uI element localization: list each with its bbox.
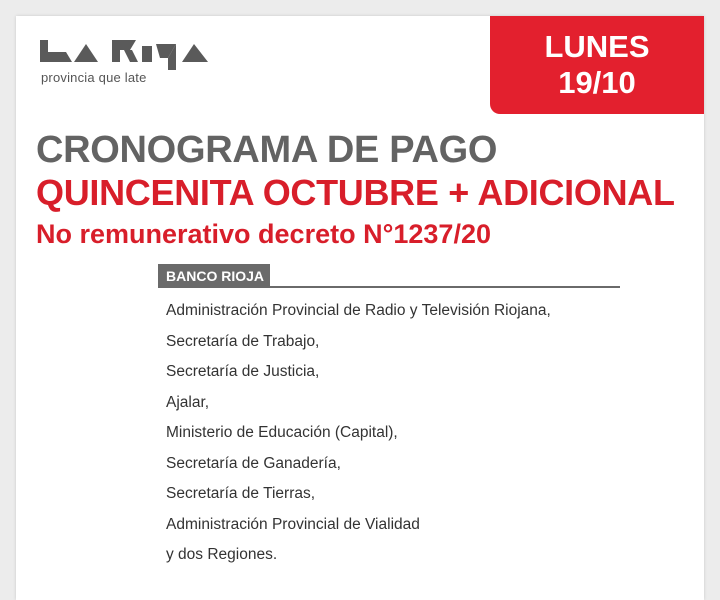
badge-date: 19/10 <box>558 65 636 100</box>
la-rioja-logo <box>40 38 220 100</box>
date-badge <box>490 16 704 114</box>
badge-day: LUNES <box>544 29 650 64</box>
list-item: Ajalar, <box>166 393 210 411</box>
payment-subtitle: QUINCENITA OCTUBRE + ADICIONAL <box>36 172 675 213</box>
list-item: Secretaría de Tierras, <box>166 485 316 502</box>
la-rioja-logo-icon <box>40 38 220 70</box>
list-item: Administración Provincial de Radio y Televisión Riojana, <box>166 302 551 319</box>
bank-section-header <box>158 264 620 288</box>
list-item: y dos Regiones. <box>166 546 278 563</box>
brand-tagline: provincia que late <box>41 70 147 85</box>
organization-list <box>166 296 686 571</box>
bank-label: BANCO RIOJA <box>158 264 270 288</box>
schedule-title: CRONOGRAMA DE PAGO <box>36 129 498 171</box>
payment-schedule-card <box>16 16 704 600</box>
bank-divider <box>270 286 620 288</box>
list-item: Secretaría de Ganadería, <box>166 454 341 472</box>
decree-subtitle: No remunerativo decreto N°1237/20 <box>36 219 491 249</box>
list-item: Administración Provincial de Vialidad <box>166 515 420 533</box>
list-item: Secretaría de Justicia, <box>166 363 320 380</box>
list-item: Ministerio de Educación (Capital), <box>166 424 398 441</box>
list-item: Secretaría de Trabajo, <box>166 332 320 350</box>
